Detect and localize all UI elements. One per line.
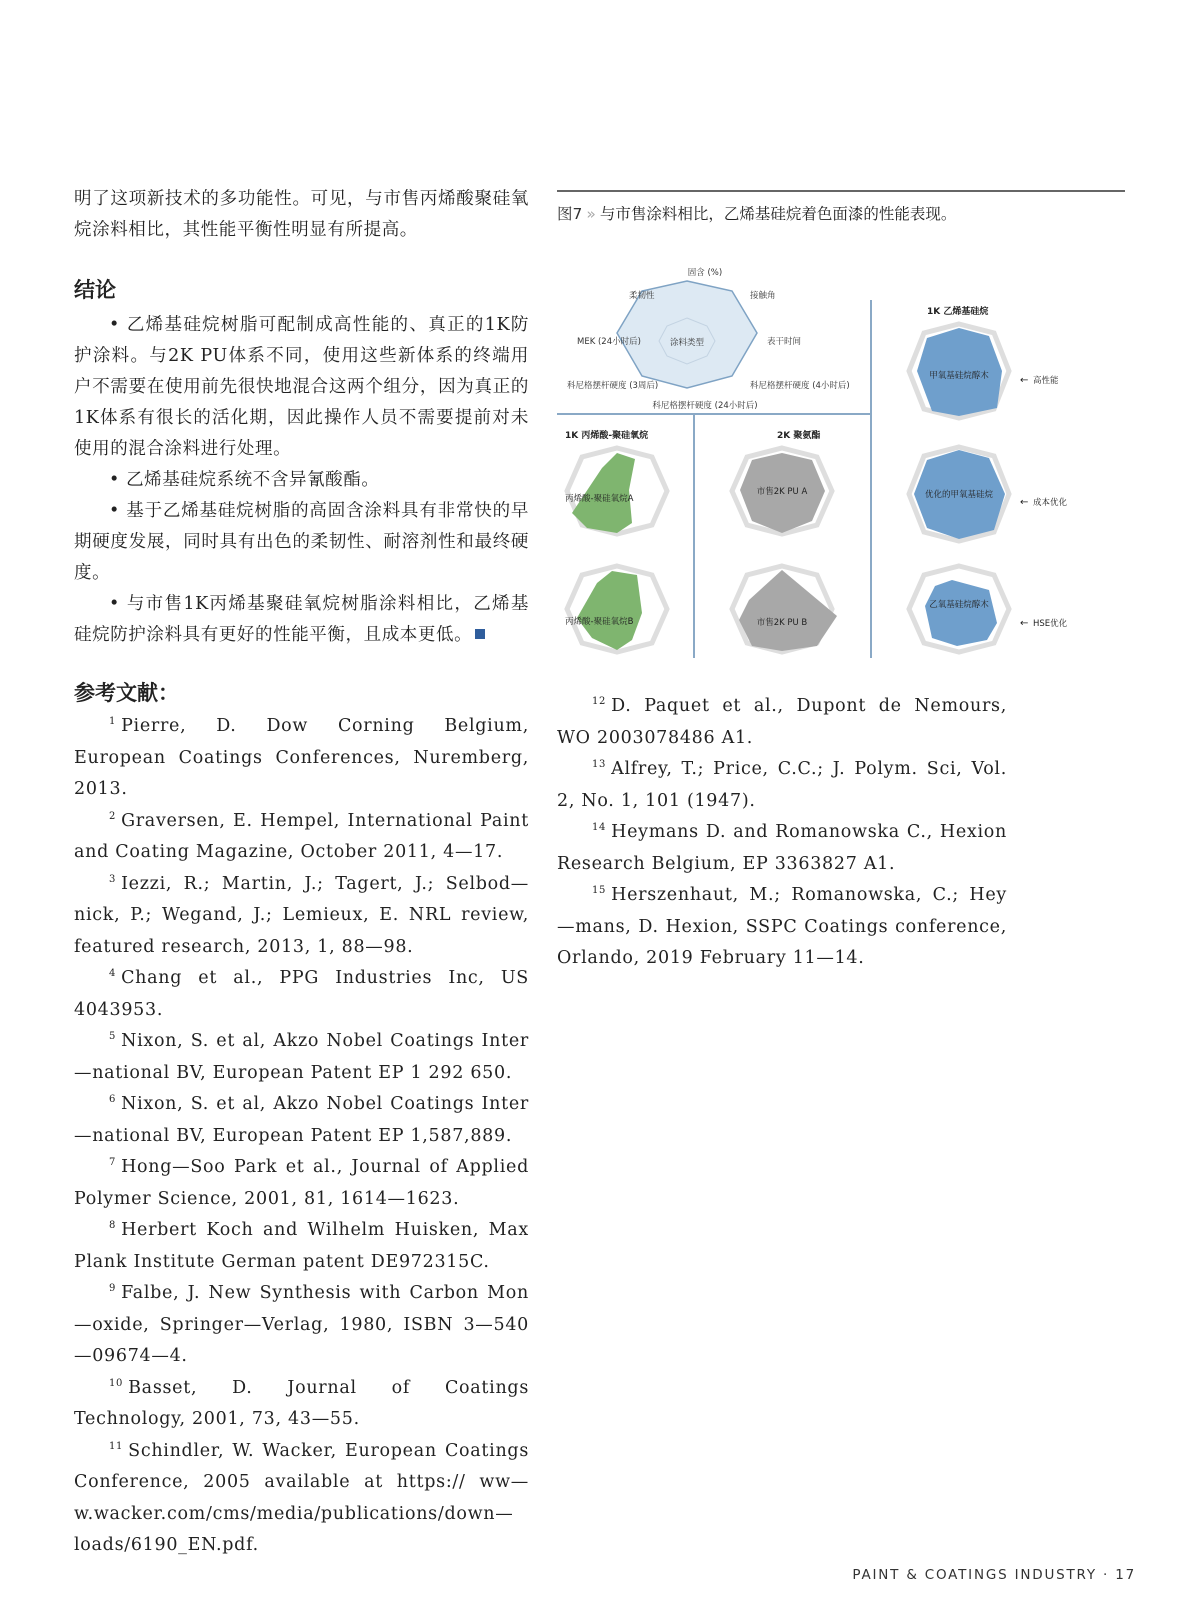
conclusion-bullet: • 乙烯基硅烷树脂可配制成高性能的、真正的1K防护涂料。与2K PU体系不同，使用这些新体系的终端用户不需要在使用前先很快地混合这两个组分，因为真正的1K体系有很长的活化期，因此操作人员不需要提前对未使用的混合涂料进行处理。 <box>74 315 529 459</box>
reference-text: Hong—Soo Park et al., Journal of Applied Polymer Science, 2001, 81, 1614—1623. <box>74 1157 529 1209</box>
group-header-acrylic: 1K 丙烯酸-聚硅氧烷 <box>565 431 649 441</box>
radar-panel-label: 乙氧基硅烷醇木 <box>929 600 989 610</box>
reference-item <box>74 869 529 964</box>
side-label-text: 高性能 <box>1033 376 1059 386</box>
radar-panel-label: 市售2K PU A <box>756 487 808 497</box>
legend-axis-bottom: 科尼格摆杆硬度 (24小时后) <box>652 401 758 411</box>
radar-series-area <box>572 453 635 533</box>
left-arrow-icon: ← <box>1020 375 1029 386</box>
legend-center-label: 涂料类型 <box>669 338 705 348</box>
intro-paragraph: 明了这项新技术的多功能性。可见，与市售丙烯酸聚硅氧烷涂料相比，其性能平衡性明显有所提高。 <box>74 189 529 240</box>
reference-text: Heymans D. and Romanowska C., Hexion Research Belgium, EP 3363827 A1. <box>557 822 1007 874</box>
reference-item <box>557 691 1007 754</box>
end-mark-icon <box>475 629 485 639</box>
left-arrow-icon: ← <box>1020 497 1029 508</box>
radar-panel-acrylic-a <box>565 448 667 534</box>
radar-diagram <box>557 228 1125 658</box>
reference-text: Nixon, S. et al, Akzo Nobel Coatings Inter—national BV, European Patent EP 1 292 650. <box>74 1031 529 1083</box>
figure-caption-text: 与市售涂料相比，乙烯基硅烷着色面漆的性能表现。 <box>599 205 957 223</box>
reference-text: D. Paquet et al., Dupont de Nemours, WO 2003078486 A1. <box>557 696 1007 748</box>
legend-axis-top: 固含 (%) <box>687 268 723 278</box>
reference-text: Schindler, W. Wacker, European Coatings Conference, 2005 available at https:// ww—w.wacker.com/cms/media/publications/down—loads/6190_EN.pdf. <box>74 1440 529 1555</box>
reference-text: Herbert Koch and Wilhelm Huisken, Max Plank Institute German patent DE972315C. <box>74 1220 529 1272</box>
figure-arrow-icon: » <box>586 205 596 223</box>
reference-item <box>557 754 1007 817</box>
side-label-2 <box>1020 497 1068 508</box>
reference-item <box>74 1089 529 1152</box>
radar-panel-label: 丙烯酸-聚硅氧烷B <box>565 617 634 627</box>
reference-item <box>74 1373 529 1436</box>
reference-text: Falbe, J. New Synthesis with Carbon Mon—oxide, Springer—Verlag, 1980, ISBN 3—540—09674—4. <box>74 1283 529 1366</box>
group-header-pu: 2K 聚氨酯 <box>777 431 821 441</box>
reference-number: 5 <box>109 1031 117 1042</box>
conclusion-heading: 结论 <box>74 278 116 302</box>
reference-text: Nixon, S. et al, Akzo Nobel Coatings Inter—national BV, European Patent EP 1,587,889. <box>74 1094 529 1146</box>
radar-panel-vinyl-2 <box>909 447 1009 541</box>
group-header-vinyl: 1K 乙烯基硅烷 <box>927 307 989 317</box>
reference-text: Pierre, D. Dow Corning Belgium, European Coatings Conferences, Nuremberg, 2013. <box>74 716 529 799</box>
radar-series-area <box>577 571 642 650</box>
reference-text: Alfrey, T.; Price, C.C.; J. Polym. Sci, Vol. 2, No. 1, 101 (1947). <box>557 759 1007 811</box>
radar-panel-pu-b <box>732 566 837 652</box>
radar-panel-label: 市售2K PU B <box>756 618 808 628</box>
reference-text: Graversen, E. Hempel, International Paint and Coating Magazine, October 2011, 4—17. <box>74 810 529 862</box>
reference-text: Herszenhaut, M.; Romanowska, C.; Hey—mans, D. Hexion, SSPC Coatings conference, Orlando, 2019 February 11—14. <box>557 885 1007 968</box>
reference-number: 14 <box>592 822 607 833</box>
side-label-text: 成本优化 <box>1033 498 1068 508</box>
side-label-1 <box>1020 375 1059 386</box>
reference-number: 11 <box>109 1440 124 1452</box>
conclusion-bullet: • 基于乙烯基硅烷树脂的高固含涂料具有非常快的早期硬度发展，同时具有出色的柔韧性、耐溶剂性和最终硬度。 <box>74 501 529 583</box>
left-arrow-icon: ← <box>1020 618 1029 629</box>
page-footer <box>852 1567 1136 1583</box>
legend-axis-top-left: 柔韧性 <box>629 291 655 301</box>
legend-axis-left: MEK (24小时后) <box>577 337 641 347</box>
radar-panel-acrylic-b <box>565 566 667 652</box>
reference-number: 6 <box>109 1094 117 1105</box>
legend-axis-bottom-right: 科尼格摆杆硬度 (4小时后) <box>750 381 850 391</box>
references-left-list <box>74 711 529 1562</box>
references-right-list <box>557 691 1007 975</box>
reference-item <box>74 806 529 869</box>
reference-text: Chang et al., PPG Industries Inc, US 4043953. <box>74 968 529 1020</box>
figure-7 <box>557 190 1125 658</box>
figure-label: 图7 <box>557 205 583 223</box>
radar-panel-label: 甲氧基硅烷醇木 <box>929 371 989 381</box>
conclusion-bullet: • 乙烯基硅烷系统不含异氰酸酯。 <box>109 470 380 490</box>
reference-number: 13 <box>592 759 607 770</box>
legend-axis-bottom-left: 科尼格摆杆硬度 (3周后) <box>567 381 659 391</box>
reference-item <box>74 963 529 1026</box>
reference-number: 2 <box>109 810 117 822</box>
side-label-3 <box>1020 618 1068 629</box>
side-label-text: HSE优化 <box>1033 619 1068 629</box>
radar-panel-vinyl-1 <box>909 324 1009 418</box>
reference-number: 15 <box>592 885 607 896</box>
reference-item <box>74 1026 529 1089</box>
reference-item <box>557 880 1007 975</box>
legend-axis-top-right: 接触角 <box>750 291 776 301</box>
footer-separator: · <box>1103 1567 1110 1583</box>
reference-item <box>74 1436 529 1562</box>
conclusion-bullet <box>74 589 529 651</box>
figure-top-rule <box>557 190 1125 192</box>
reference-number: 4 <box>109 968 117 979</box>
figure-caption <box>557 202 1125 224</box>
reference-item <box>74 711 529 806</box>
reference-item <box>557 817 1007 880</box>
legend-radar <box>567 267 850 411</box>
reference-number: 7 <box>109 1157 117 1168</box>
references-heading: 参考文献： <box>74 681 179 705</box>
left-column <box>74 184 529 1562</box>
reference-number: 1 <box>109 716 117 727</box>
reference-item <box>74 1278 529 1373</box>
conclusion-bullet-text: • 与市售1K丙烯基聚硅氧烷树脂涂料相比，乙烯基硅烷防护涂料具有更好的性能平衡，且成本更低。 <box>74 594 529 645</box>
reference-number: 12 <box>592 696 607 707</box>
radar-panel-pu-a <box>732 448 832 534</box>
radar-panel-vinyl-3 <box>909 566 1009 652</box>
reference-text: Iezzi, R.; Martin, J.; Tagert, J.; Selbod—nick, P.; Wegand, J.; Lemieux, E. NRL review, featured research, 2013, 1, 88—98. <box>74 873 529 957</box>
reference-item <box>74 1215 529 1278</box>
reference-number: 3 <box>109 873 117 885</box>
journal-name: PAINT & COATINGS INDUSTRY <box>852 1567 1097 1583</box>
radar-panel-label: 优化的甲氧基硅烷 <box>924 490 994 500</box>
reference-item <box>74 1152 529 1215</box>
reference-number: 8 <box>109 1220 117 1231</box>
page-number: 17 <box>1115 1567 1136 1583</box>
radar-series-area <box>925 580 997 646</box>
reference-text: Basset, D. Journal of Coatings Technology, 2001, 73, 43—55. <box>74 1377 529 1429</box>
reference-number: 9 <box>109 1283 117 1294</box>
legend-axis-right: 表干时间 <box>767 337 802 347</box>
radar-panel-label: 丙烯酸-聚硅氧烷A <box>565 494 634 504</box>
reference-number: 10 <box>109 1377 124 1389</box>
